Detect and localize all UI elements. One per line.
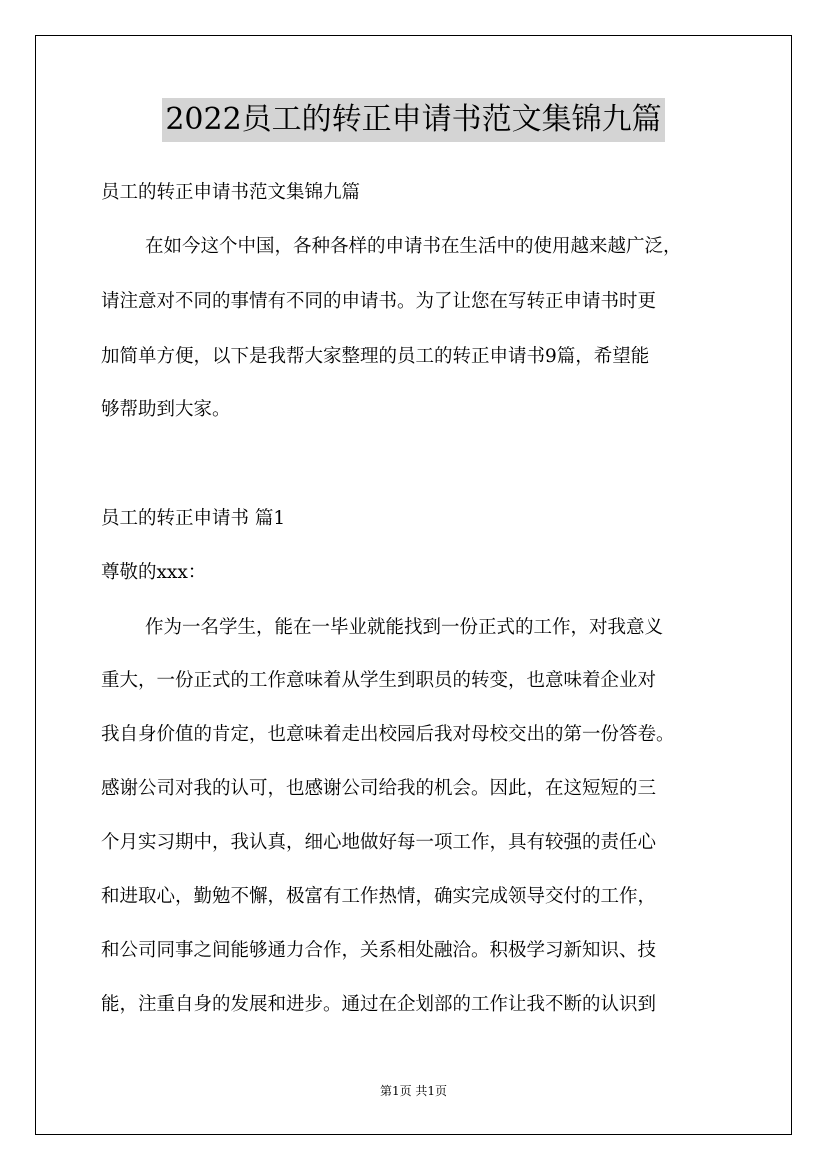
body-line: 和公司同事之间能够通力合作，关系相处融洽。积极学习新知识、技 xyxy=(101,940,657,961)
document-subtitle: 员工的转正申请书范文集锦九篇 xyxy=(101,182,361,203)
document-title: 2022员工的转正申请书范文集锦九篇 xyxy=(162,98,664,142)
body-line: 我自身价值的肯定，也意味着走出校园后我对母校交出的第一份答卷。 xyxy=(101,724,675,745)
body-line: 和进取心，勤勉不懈，极富有工作热情，确实完成领导交付的工作， xyxy=(101,886,657,907)
body-line: 个月实习期中，我认真，细心地做好每一项工作，具有较强的责任心 xyxy=(101,832,657,853)
salutation: 尊敬的xxx： xyxy=(101,562,207,583)
section-heading: 员工的转正申请书 篇1 xyxy=(101,508,286,529)
intro-line: 在如今这个中国，各种各样的申请书在生活中的使用越来越广泛， xyxy=(145,236,682,257)
body-line: 能，注重自身的发展和进步。通过在企划部的工作让我不断的认识到 xyxy=(101,994,657,1015)
page-footer: 第1页 共1页 xyxy=(379,1084,448,1098)
title-container xyxy=(0,98,827,142)
body-line: 感谢公司对我的认可，也感谢公司给我的机会。因此，在这短短的三 xyxy=(101,778,657,799)
intro-line: 加简单方便，以下是我帮大家整理的员工的转正申请书9篇，希望能 xyxy=(101,346,650,367)
intro-line: 请注意对不同的事情有不同的申请书。为了让您在写转正申请书时更 xyxy=(101,291,657,312)
body-line: 重大，一份正式的工作意味着从学生到职员的转变，也意味着企业对 xyxy=(101,670,657,691)
body-line: 作为一名学生，能在一毕业就能找到一份正式的工作，对我意义 xyxy=(145,617,664,638)
intro-line: 够帮助到大家。 xyxy=(101,399,231,420)
